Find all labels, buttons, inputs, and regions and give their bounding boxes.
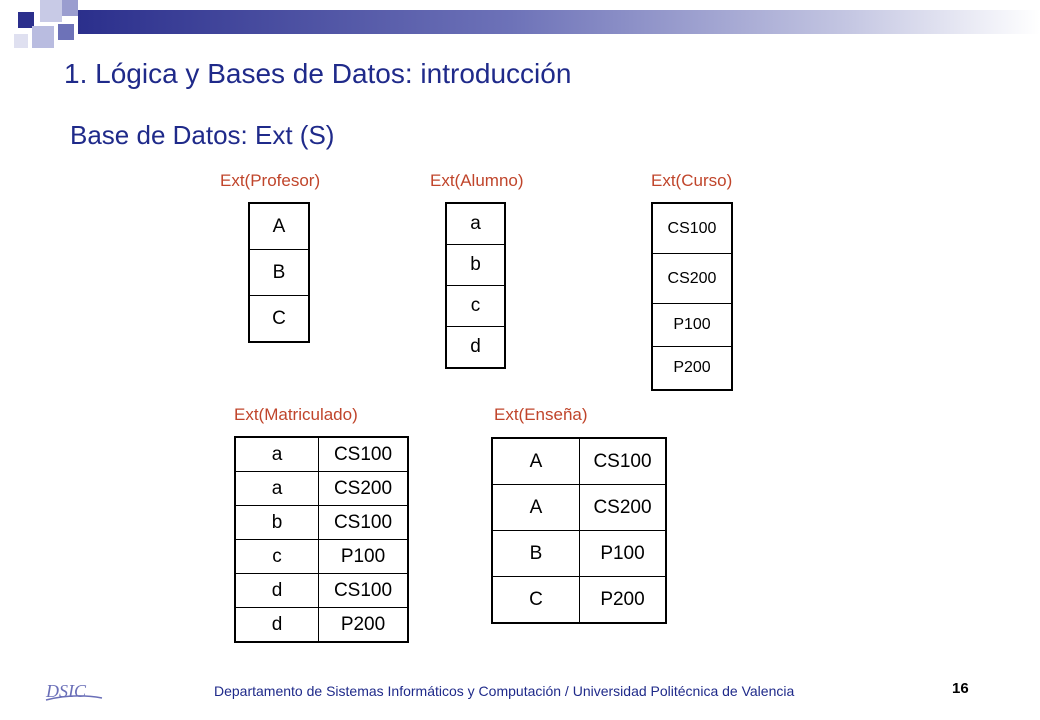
cell: C	[249, 296, 309, 343]
table-row	[235, 506, 408, 540]
table-row	[492, 577, 666, 624]
cell: CS100	[319, 506, 409, 540]
footer-text: Departamento de Sistemas Informáticos y Computación / Universidad Politécnica de Valencia	[214, 683, 795, 699]
table-row	[249, 203, 309, 250]
cell: d	[446, 327, 505, 369]
cell: CS200	[319, 472, 409, 506]
cell: A	[492, 485, 580, 531]
dsic-logo-text: DSIC	[46, 681, 86, 701]
cell: a	[235, 437, 319, 472]
table-alumno	[445, 202, 506, 369]
cell: a	[235, 472, 319, 506]
table-row	[235, 437, 408, 472]
cell: CS100	[319, 437, 409, 472]
cell: d	[235, 608, 319, 643]
cell: P100	[319, 540, 409, 574]
cell: C	[492, 577, 580, 624]
table-ensena	[491, 437, 667, 624]
table-row	[652, 304, 732, 347]
cell: P200	[580, 577, 667, 624]
table-row	[249, 250, 309, 296]
cell: B	[492, 531, 580, 577]
slide-subtitle: Base de Datos: Ext (S)	[70, 120, 335, 150]
table-row	[249, 296, 309, 343]
cell: A	[492, 438, 580, 485]
cell: c	[235, 540, 319, 574]
caption-profesor: Ext(Profesor)	[220, 171, 321, 190]
table-row	[235, 608, 408, 643]
cell: P200	[652, 347, 732, 391]
table-row	[446, 245, 505, 286]
deco-square	[58, 24, 74, 40]
cell: A	[249, 203, 309, 250]
header-bar	[78, 10, 1040, 34]
cell: c	[446, 286, 505, 327]
table-row	[446, 286, 505, 327]
cell: P100	[652, 304, 732, 347]
table-row	[492, 531, 666, 577]
table-row	[652, 254, 732, 304]
cell: P100	[580, 531, 667, 577]
table-row	[235, 574, 408, 608]
table-curso	[651, 202, 733, 391]
caption-curso	[651, 171, 755, 190]
table-row	[446, 203, 505, 245]
table-matriculado	[234, 436, 409, 643]
caption-alumno: Ext(Alumno)	[430, 171, 524, 190]
table-row	[235, 472, 408, 506]
table-row	[492, 485, 666, 531]
caption-curso-text: Ext(Curso)	[651, 171, 733, 190]
cell: d	[235, 574, 319, 608]
cell: b	[235, 506, 319, 540]
cell: a	[446, 203, 505, 245]
slide-title: 1. Lógica y Bases de Datos: introducción	[64, 58, 572, 89]
deco-square	[40, 0, 62, 22]
cell: b	[446, 245, 505, 286]
table-row	[652, 347, 732, 391]
deco-square	[32, 26, 54, 48]
cell: P200	[319, 608, 409, 643]
deco-square	[14, 34, 28, 48]
dsic-logo-mark	[44, 677, 104, 705]
table-row	[652, 203, 732, 254]
table-row	[235, 540, 408, 574]
dsic-logo	[44, 677, 104, 710]
deco-square	[62, 0, 78, 16]
cell: CS100	[652, 203, 732, 254]
cell: CS100	[580, 438, 667, 485]
table-row	[446, 327, 505, 369]
table-profesor	[248, 202, 310, 343]
cell: B	[249, 250, 309, 296]
cell: CS200	[652, 254, 732, 304]
cell: CS200	[580, 485, 667, 531]
page-number: 16	[952, 680, 969, 697]
caption-ensena: Ext(Enseña)	[494, 405, 588, 424]
caption-matriculado: Ext(Matriculado)	[234, 405, 358, 424]
cell: CS100	[319, 574, 409, 608]
table-row	[492, 438, 666, 485]
